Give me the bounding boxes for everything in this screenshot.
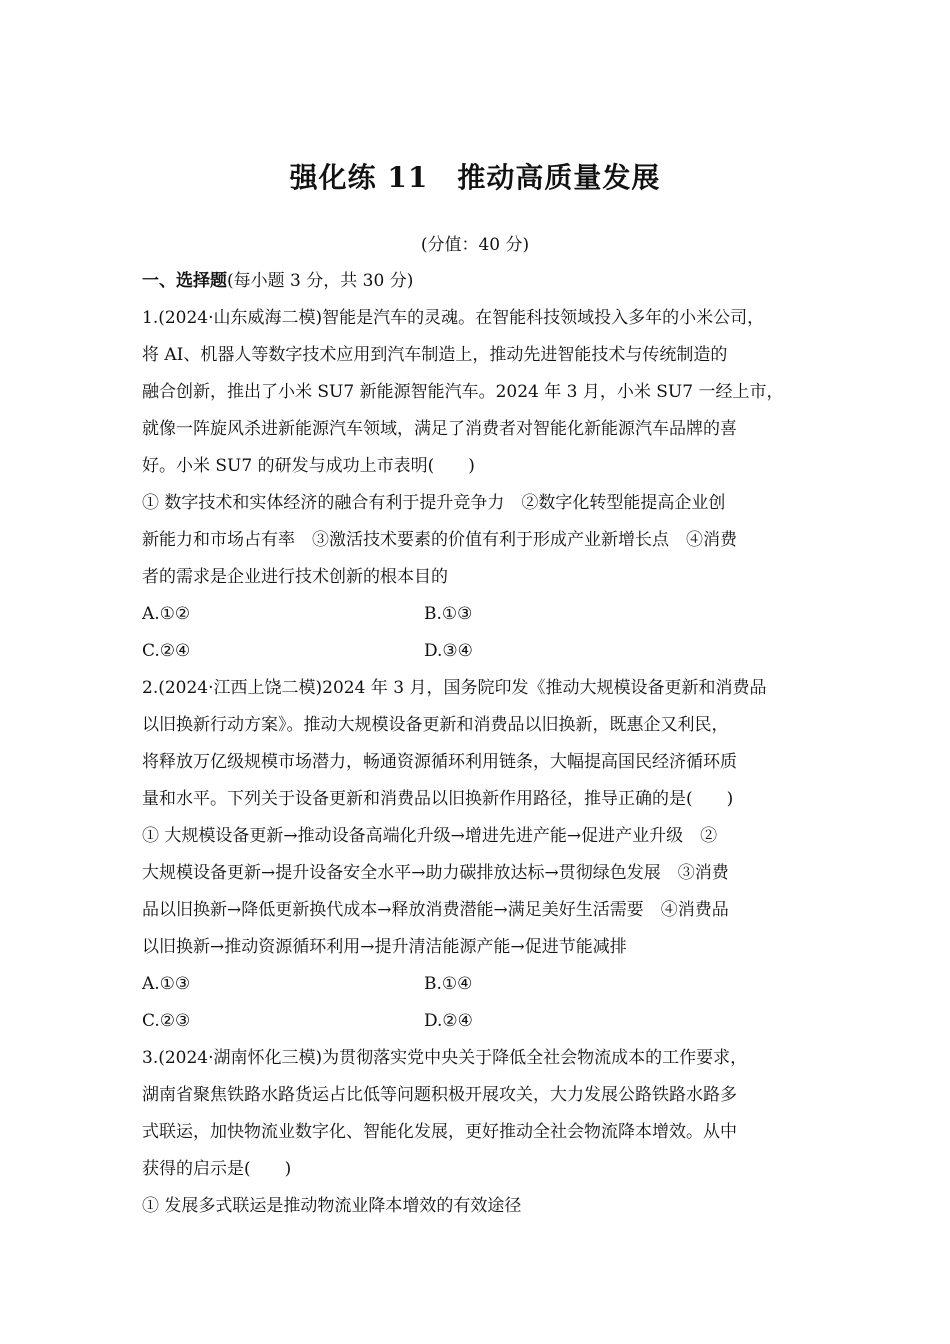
- statement-line: ① 数字技术和实体经济的融合有利于提升竞争力 ②数字化转型能提高企业创: [142, 493, 726, 513]
- statement-line: 新能力和市场占有率 ③激活技术要素的价值有利于形成产业新增长点 ④消费: [142, 530, 737, 550]
- question-line: 融合创新，推出了小米 SU7 新能源智能汽车。2024 年 3 月，小米 SU7 一经上市，: [142, 382, 784, 402]
- option-row: [142, 966, 814, 1003]
- content: [142, 263, 814, 1225]
- option-d[interactable]: D.③④: [424, 641, 473, 661]
- statement-line: 以旧换新→推动资源循环利用→提升清洁能源产能→促进节能减排: [142, 937, 627, 957]
- question-2: [142, 670, 814, 1040]
- question-line: 1.(2024·山东威海二模)智能是汽车的灵魂。在智能科技领域投入多年的小米公司，: [142, 308, 765, 328]
- question-1: [142, 300, 814, 670]
- statement-line: 大规模设备更新→提升设备安全水平→助力碳排放达标→贯彻绿色发展 ③消费: [142, 863, 729, 883]
- section-label: 一、选择题: [142, 271, 227, 291]
- option-c[interactable]: C.②④: [142, 641, 191, 661]
- option-row: [142, 1003, 814, 1040]
- page-title: 强化练 11 推动高质量发展: [289, 161, 661, 194]
- option-row: [142, 633, 814, 670]
- option-b[interactable]: B.①④: [424, 974, 473, 994]
- section-heading: [142, 263, 814, 300]
- question-line: 获得的启示是( ): [142, 1159, 292, 1179]
- statement-line: 者的需求是企业进行技术创新的根本目的: [142, 567, 448, 587]
- question-line: 以旧换新行动方案》。推动大规模设备更新和消费品以旧换新，既惠企又利民，: [142, 715, 729, 735]
- question-3: [142, 1040, 814, 1225]
- question-line: 湖南省聚焦铁路水路货运占比低等问题积极开展攻关，大力发展公路铁路水路多: [142, 1085, 737, 1105]
- option-row: [142, 596, 814, 633]
- option-b[interactable]: B.①③: [424, 604, 473, 624]
- question-line: 好。小米 SU7 的研发与成功上市表明( ): [142, 456, 475, 476]
- question-line: 将释放万亿级规模市场潜力，畅通资源循环利用链条，大幅提高国民经济循环质: [142, 752, 737, 772]
- statement-line: ① 大规模设备更新→推动设备高端化升级→增进先进产能→促进产业升级 ②: [142, 826, 718, 846]
- statement-line: ① 发展多式联运是推动物流业降本增效的有效途径: [142, 1196, 522, 1216]
- question-line: 就像一阵旋风杀进新能源汽车领域，满足了消费者对智能化新能源汽车品牌的喜: [142, 419, 737, 439]
- question-line: 3.(2024·湖南怀化三模)为贯彻落实党中央关于降低全社会物流成本的工作要求，: [142, 1048, 748, 1068]
- section-note: (每小题 3 分，共 30 分): [227, 271, 414, 291]
- question-line: 将 AI、机器人等数字技术应用到汽车制造上，推动先进智能技术与传统制造的: [142, 345, 728, 365]
- question-line: 2.(2024·江西上饶二模)2024 年 3 月，国务院印发《推动大规模设备更新和消费品: [142, 678, 767, 698]
- option-c[interactable]: C.②③: [142, 1011, 191, 1031]
- option-a[interactable]: A.①③: [142, 974, 191, 994]
- option-a[interactable]: A.①②: [142, 604, 191, 624]
- option-d[interactable]: D.②④: [424, 1011, 473, 1031]
- question-line: 式联运，加快物流业数字化、智能化发展，更好推动全社会物流降本增效。从中: [142, 1122, 737, 1142]
- score-note: (分值：40 分): [420, 235, 530, 255]
- statement-line: 品以旧换新→降低更新换代成本→释放消费潜能→满足美好生活需要 ④消费品: [142, 900, 729, 920]
- question-line: 量和水平。下列关于设备更新和消费品以旧换新作用路径，推导正确的是( ): [142, 789, 734, 809]
